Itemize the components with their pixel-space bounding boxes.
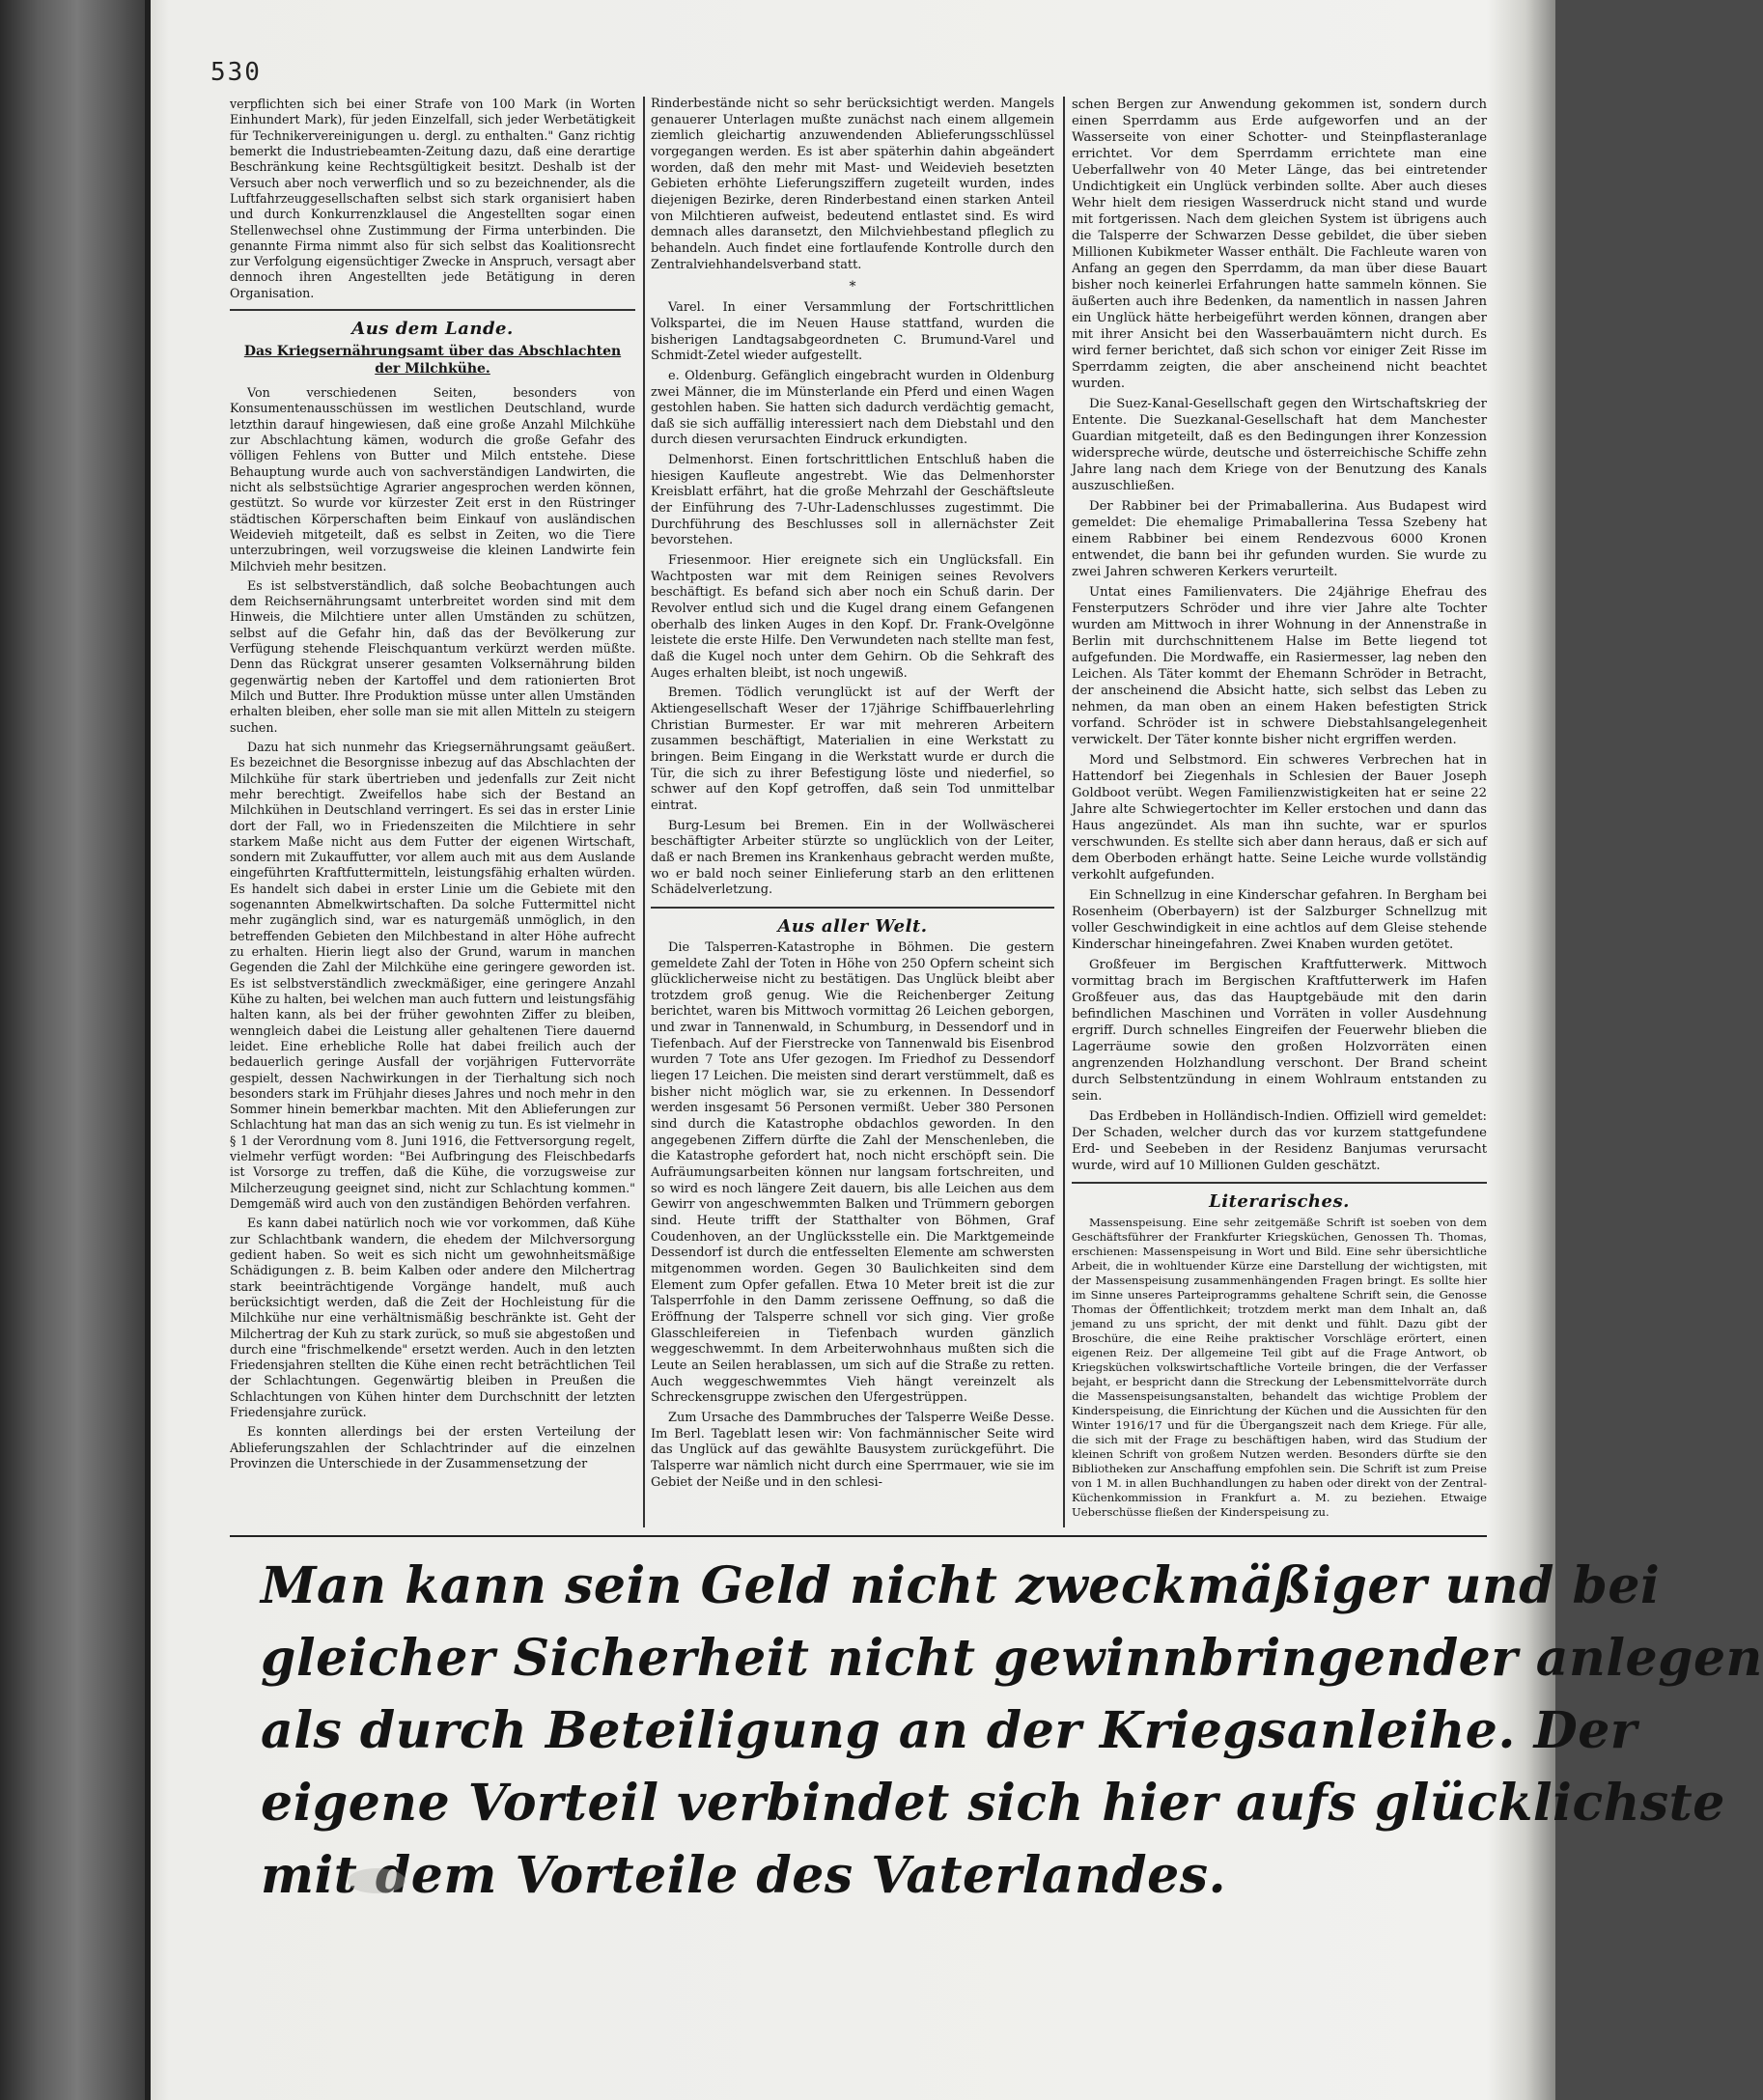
newspaper-columns [230,97,1487,1527]
column-left [230,97,635,1527]
world-news-item: Das Erdbeben in Holländisch-Indien. Offiziell wird gemeldet: Der Schaden, welcher durch das vor kurzem stattgefundene Erd- und Seebeben in der Residenz Banjumas verursacht wurde, wird auf 10 Millionen Gulden geschätzt. [1072,1109,1487,1173]
section-divider [230,309,635,311]
world-news-item: Großfeuer im Bergischen Kraftfutterwerk. Mittwoch vormittag brach im Bergischen Kraftfutterwerk im Hafen Großfeuer aus, das das Hauptgebäude mit den darin befindlichen Maschinen und Vorräten in voller Ausdehnung ergriff. Durch schnelles Eingreifen der Feuerwehr blieben die Lagerräume sowie den großen Holzvorräten einen angrenzenden Holzhandlung verschont. Der Brand scheint durch Selbstentzündung in einem Wohlraum entstanden zu sein. [1072,958,1487,1104]
column-rule [1063,97,1065,1527]
article-paragraph: Es konnten allerdings bei der ersten Verteilung der Ablieferungszahlen der Schlachtrinder auf die einzelnen Provinzen die Unterschiede in der Zusammensetzung der [230,1424,635,1470]
article-continuation: verpflichten sich bei einer Strafe von 100 Mark (in Worten Einhundert Mark), für jeden Einzelfall, sich jeder Werbetätigkeit für Technikervereinigungen u. dergl. zu enthalten." Ganz richtig bemerkt die Industriebeamten-Zeitung dazu, daß eine derartige Beschränkung keine Rechtsgültigkeit besitzt. Deshalb ist der Versuch aber noch verwerflich und so zu bezeichnender, als die Luftfahrzeuggesellschaften selbst sich stark organisiert haben und durch Konkurrenzklausel die Angestellten sogar einen Stellenwechsel ohne Zustimmung der Firma unterbinden. Die genannte Firma nimmt also für sich selbst das Koalitionsrecht zur Verfolgung eigensüchtiger Zwecke in Anspruch, versagt aber dennoch ihren Angestellten jede Betätigung in deren Organisation. [230,97,635,300]
column-rule [643,97,645,1527]
section-heading: Literarisches. [1209,1191,1350,1212]
article-headline: Das Kriegsernährungsamt über das Abschlachten der Milchkühe. [243,344,622,378]
section-heading: Aus dem Lande. [351,319,514,340]
appeal-line: mit dem Vorteile des Vaterlandes. [261,1846,1227,1905]
war-bond-appeal [261,1550,1763,1912]
section-divider [1072,1182,1487,1184]
local-news-item: e. Oldenburg. Gefänglich eingebracht wurden in Oldenburg zwei Männer, die im Münsterlande ein Pferd und einen Wagen gestohlen haben. Sie hatten sich dadurch verdächtig gemacht, daß sie sich auffällig interessiert nach dem Diebstahl und den durch diesen verursachten Eindruck erkundigten. [651,368,1054,448]
world-news-item: Die Talsperren-Katastrophe in Böhmen. Die gestern gemeldete Zahl der Toten in Höhe von 250 Opfern scheint sich glücklicherweise nicht zu bestätigen. Das Unglück bleibt aber trotzdem groß genug. Wie die Reichenberger Zeitung berichtet, waren bis Mittwoch vormittag 26 Leichen geborgen, und zwar in Tannenwald, in Schumburg, in Dessendorf und in Tiefenbach. Auf der Fierstrecke von Tannenwald bis Eisenbrod wurden 7 Tote ans Ufer gezogen. Im Friedhof zu Dessendorf liegen 17 Leichen. Die meisten sind derart verstümmelt, daß es bisher nicht möglich war, sie zu erkennen. In Dessendorf werden insgesamt 56 Personen vermißt. Ueber 380 Personen sind durch die Katastrophe obdachlos geworden. In den angegebenen Ziffern dürfte die Zahl der Menschenleben, die die Katastrophe gefordert hat, noch nicht erschöpft sein. Die Aufräumungsarbeiten können nur langsam fortschreiten, und so wird es noch längere Zeit dauern, bis alle Leichen aus dem Gewirr von angeschwemmten Balken und Trümmern geborgen sind. Heute trifft der Statthalter von Böhmen, Graf Coudenhoven, an der Unglücksstelle ein. Die Marktgemeinde Dessendorf ist durch die entfesselten Elemente am schwersten mitgenommen worden. Gegen 30 Baulichkeiten sind dem Element zum Opfer gefallen. Etwa 10 Meter breit ist die zur Talsperrfohle in den Damm zerissene Oeffnung, so daß die Eröffnung der Talsperre schnell vor sich ging. Vier große Glasschleifereien in Tiefenbach wurden gänzlich weggeschwemmt. In dem Arbeiterwohnhaus mußten sich die Leute an Seilen herablassen, um sich auf die Straße zu retten. Auch weggeschwemmtes Vieh hängt vereinzelt als Schreckensgruppe zwischen den Ufergestrüppen. [651,939,1054,1406]
paper-stain [348,1868,406,1893]
world-news-item: Zum Ursache des Dammbruches der Talsperre Weiße Desse. Im Berl. Tageblatt lesen wir: Von fachmännischer Seite wird das Unglück auf das gewählte Bausystem zurückgeführt. Die Talsperre war nämlich nicht durch eine Sperrmauer, wie sie im Gebiet der Neiße und in den schlesi- [651,1410,1054,1490]
appeal-divider [230,1535,1487,1537]
page-number: 530 [210,58,262,87]
section-heading: Aus aller Welt. [777,915,928,937]
world-news-item: Die Suez-Kanal-Gesellschaft gegen den Wirtschaftskrieg der Entente. Die Suezkanal-Gesellschaft hat dem Manchester Guardian mitgeteilt, daß es den Bedingungen ihrer Konzession widerspreche würde, deutsche und österreichische Schiffe zehn Jahre lang nach dem Kriege von der Benutzung des Kanals auszuschließen. [1072,397,1487,493]
world-news-item: Untat eines Familienvaters. Die 24jährige Ehefrau des Fensterputzers Schröder und ihre vier Jahre alte Tochter wurden am Mittwoch in ihrer Wohnung in der Annenstraße in Berlin mit durchschnittenem Halse im Bette liegend tot aufgefunden. Die Mordwaffe, ein Rasiermesser, lag neben den Leichen. Als Täter kommt der Ehemann Schröder in Betracht, der anscheinend die Absicht hatte, sich selbst das Leben zu nehmen, da man oben an einem Haken befestigten Strick vorfand. Schröder ist in schwere Diebstahlsangelegenheit verwickelt. Der Täter konnte bisher nicht ergriffen werden. [1072,585,1487,747]
separator-star: * [849,279,856,295]
article-paragraph: Von verschiedenen Seiten, besonders von Konsumentenausschüssen im westlichen Deutschland, wurde letzthin darauf hingewiesen, daß eine große Anzahl Milchkühe zur Abschlachtung kämen, wodurch die große Gefahr des völligen Fehlens von Butter und Milch entstehe. Diese Behauptung wurde auch von sachverständigen Landwirten, die nicht als selbstsüchtige Agrarier angesprochen werden können, gestützt. So wurde vor kürzester Zeit erst in den Rüstringer städtischen Körperschaften beim Einkauf von ausländischen Weidevieh mitgeteilt, daß es selbst in Zeiten, wo die Tiere unterzubringen, weil vorzugsweise die kleinen Landwirte fein Milchvieh mehr besitzen. [230,385,635,574]
world-news-item: Ein Schnellzug in eine Kinderschar gefahren. In Bergham bei Rosenheim (Oberbayern) ist der Salzburger Schnellzug mit voller Geschwindigkeit in eine achtlos auf dem Gleise stehende Kinderschar hineingefahren. Zwei Knaben wurden getötet. [1072,888,1487,952]
appeal-line: als durch Beteiligung an der Kriegsanleihe. Der [261,1701,1637,1760]
literary-review: Massenspeisung. Eine sehr zeitgemäße Schrift ist soeben von dem Geschäftsführer der Frankfurter Kriegsküchen, Genossen Th. Thomas, erschienen: Massenspeisung in Wort und Bild. Eine sehr übersichtliche Arbeit, die in wohltuender Kürze eine Darstellung der wichtigsten, mit der Massenspeisung zusammenhängenden Fragen bringt. Es sollte hier im Sinne unseres Parteiprogramms gehaltene Schrift sein, die Genosse Thomas der Öffentlichkeit; trotzdem merkt man dem Inhalt an, daß jemand zu uns spricht, der mit denkt und fühlt. Dazu gibt der Broschüre, die eine Reihe praktischer Vorschläge erörtert, einen eigenen Reiz. Der allgemeine Teil gibt auf die Frage Antwort, ob Kriegsküchen volkswirtschaftliche Vorteile bringen, die der Verfasser bejaht, er bespricht dann die Streckung der Lebensmittelvorräte durch die Massenspeisungsanstalten, behandelt das wichtige Problem der Kinderspeisung, die Einrichtung der Küchen und die Aussichten für den Winter 1916/17 und für die Übergangszeit nach dem Kriege. Für alle, die sich mit der Frage zu beschäftigen haben, wird das Studium der kleinen Schrift von großem Nutzen werden. Besonders dürfte sie den Bibliotheken zur Anschaffung empfohlen sein. Die Schrift ist zum Preise von 1 M. in allen Buchhandlungen zu haben oder direkt von der Zentral-Küchenkommission in Frankfurt a. M. zu beziehen. Etwaige Ueberschüsse fließen der Kinderspeisung zu. [1072,1216,1487,1519]
article-continuation: Rinderbestände nicht so sehr berücksichtigt werden. Mangels genauerer Unterlagen mußte zunächst nach einem allgemein ziemlich gleichartig anzuwendenden Ablieferungsschlüssel vorgegangen werden. Es ist aber späterhin dahin abgeändert worden, daß den mehr mit Mast- und Weidevieh besetzten Gebieten erhöhte Lieferungsziffern zugeteilt wurden, indes diejenigen Bezirke, deren Rinderbestand einen starken Anteil von Milchtieren aufweist, bedeutend entlastet sind. Es wird demnach alles daransetzt, den Milchviehbestand pfleglich zu behandeln. Auch findet eine fortlaufende Kontrolle durch den Zentralviehhandelsverband statt. [651,97,1054,272]
local-news-item: Friesenmoor. Hier ereignete sich ein Unglücksfall. Ein Wachtposten war mit dem Reinigen seines Revolvers beschäftigt. Es befand sich aber noch ein Schuß darin. Der Revolver entlud sich und die Kugel drang einem Gefangenen oberhalb des linken Auges in den Kopf. Dr. Frank-Ovelgönne leistete die erste Hilfe. Den Verwundeten nach stellte man fest, daß die Kugel noch unter dem Gehirn. Ob die Sehkraft des Auges erhalten bleibt, ist noch ungewiß. [651,553,1054,681]
appeal-line: Man kann sein Geld nicht zweckmäßiger und bei [261,1556,1661,1615]
local-news-item: Bremen. Tödlich verunglückt ist auf der Werft der Aktiengesellschaft Weser der 17jährige Schiffbauerlehrling Christian Burmester. Er war mit mehreren Arbeitern zusammen beschäftigt, Materialien in eine Werkstatt zu bringen. Beim Eingang in die Werkstatt wurde er durch die Tür, die sich zu ihrer Befestigung löste und niederfiel, so schwer auf den Kopf getroffen, daß sein Tod unmittelbar eintrat. [651,686,1054,813]
world-news-item: Der Rabbiner bei der Primaballerina. Aus Budapest wird gemeldet: Die ehemalige Primaballerina Tessa Szebeny hat einem Rabbiner bei einem Rendezvous 6000 Kronen entwendet, die bann bei ihr gefunden wurden. Sie wurde zu zwei Jahren schweren Kerkers verurteilt. [1072,499,1487,579]
article-continuation: schen Bergen zur Anwendung gekommen ist, sondern durch einen Sperrdamm aus Erde aufgeworfen und an der Wasserseite von einer Schotter- und Steinpflasteranlage errichtet. Vor dem Sperrdamm errichtete man eine Ueberfallwehr von 40 Meter Länge, das bei eintretender Undichtigkeit ein Unglück verbinden sollte. Aber auch dieses Wehr hielt dem riesigen Wasserdruck nicht stand und wurde mit fortgerissen. Nach dem gleichen System ist übrigens auch die Talsperre der Schwarzen Desse gebildet, die über sieben Millionen Kubikmeter Wasser enthält. Die Fachleute waren von Anfang an gegen den Sperrdamm, da man über diese Bauart bisher noch keinerlei Erfahrungen hatte sammeln können. Sie äußerten auch ihre Bedenken, da namentlich in nassen Jahren ein Unglück hätte herbeigeführt werden können, drangen aber mit ihrer Ansicht bei den Wasserbauämtern nicht durch. Es wird ferner berichtet, daß sich schon vor einiger Zeit Risse im Sperrdamm zeigten, die aber anscheinend nicht beachtet wurden. [1072,98,1487,391]
column-middle [651,97,1054,1527]
column-right [1072,97,1487,1527]
local-news-item: Varel. In einer Versammlung der Fortschrittlichen Volkspartei, die im Neuen Hause stattfand, wurden die bisherigen Landtagsabgeordneten C. Brumund-Varel und Schmidt-Zetel wieder aufgestellt. [651,300,1054,364]
article-paragraph: Dazu hat sich nunmehr das Kriegsernährungsamt geäußert. Es bezeichnet die Besorgnisse inbezug auf das Abschlachten der Milchkühe für stark übertrieben und jedenfalls zur Zeit nicht mehr berechtigt. Zweifellos habe sich der Bestand an Milchkühen in Deutschland verringert. Es sei das in erster Linie dort der Fall, wo in Friedenszeiten die Milchtiere in sehr starkem Maße nicht aus dem Futter der eigenen Wirtschaft, sondern mit Zukauffutter, vor allem auch mit aus dem Auslande eingeführten Kraftfuttermitteln, leistungsfähig erhalten würden. Es handelt sich dabei in erster Linie um die Gebiete mit den sogenannten Abmelkwirtschaften. Da solche Futtermittel nicht mehr zugänglich sind, war es naturgemäß unmöglich, in den betreffenden Gebieten den Milchbestand in alter Höhe aufrecht zu erhalten. Hierin liegt also der Grund, warum in manchen Gegenden die Zahl der Milchkühe eine geringere geworden ist. Es ist selbstverständlich zweckmäßiger, eine geringere Anzahl Kühe zu halten, bei welchen man auch futtern und leistungsfähig halten kann, als bei der früher gewohnten Ziffer zu bleiben, wenngleich dabei die Leistung aller gehaltenen Tiere dauernd leidet. Eine erhebliche Rolle hat dabei freilich auch der bedauerlich geringe Ausfall der vorjährigen Futtervorräte gespielt, dessen Nachwirkungen in der Tierhaltung sich noch besonders stark im Frühjahr dieses Jahres und noch mehr in den Sommer hinein bemerkbar machten. Mit den Ablieferungen zur Schlachtung hat man das an sich wenig zu tun. Es ist vielmehr in § 1 der Verordnung vom 8. Juni 1916, die Fettversorgung regelt, vielmehr verfügt worden: "Bei Aufbringung des Fleischbedarfs ist Vorsorge zu treffen, daß die Kühe, die vorzugsweise zur Milcherzeugung geeignet sind, nicht zur Schlachtung kommen." Demgemäß wird auch von den zuständigen Behörden verfahren. [230,739,635,1211]
section-divider [651,907,1054,909]
article-paragraph: Es ist selbstverständlich, daß solche Beobachtungen auch dem Reichsernährungsamt unterbreitet worden sind mit dem Hinweis, die Milchtiere unter allen Umständen zu schützen, selbst auf die Gefahr hin, daß das der Bevölkerung zur Verfügung stehende Fleischquantum verkürzt werden müßte. Denn das Rückgrat unserer gesamten Volksernährung bilden gegenwärtig neben der Kartoffel und dem rationierten Brot Milch und Butter. Ihre Produktion müsse unter allen Umständen erhalten bleiben, eher solle man sie mit allen Mitteln zu steigern suchen. [230,577,635,735]
appeal-line: eigene Vorteil verbindet sich hier aufs glücklichste [261,1774,1725,1833]
local-news-item: Burg-Lesum bei Bremen. Ein in der Wollwäscherei beschäftigter Arbeiter stürzte so unglücklich von der Leiter, daß er nach Bremen ins Krankenhaus gebracht werden mußte, wo er bald noch seiner Einlieferung starb an den erlittenen Schädelverletzung. [651,818,1054,898]
appeal-line: gleicher Sicherheit nicht gewinnbringender anlegen [261,1629,1763,1688]
local-news-item: Delmenhorst. Einen fortschrittlichen Entschluß haben die hiesigen Kaufleute angestrebt. Wie das Delmenhorster Kreisblatt erfährt, hat die große Mehrzahl der Geschäftsleute der Einführung des 7-Uhr-Ladenschlusses zugestimmt. Die Durchführung des Beschlusses soll in allernächster Zeit bevorstehen. [651,453,1054,548]
world-news-item: Mord und Selbstmord. Ein schweres Verbrechen hat in Hattendorf bei Ziegenhals in Schlesien der Bauer Joseph Goldboot verübt. Wegen Familienzwistigkeiten hat er seine 22 Jahre alte Schwiegertochter im Keller erstochen und dann das Haus angezündet. Als man ihn suchte, war er spurlos verschwunden. Es stellte sich aber dann heraus, daß er sich auf dem Oberboden erhängt hatte. Seine Leiche wurde vollständig verkohlt aufgefunden. [1072,753,1487,882]
book-binding-edge [145,0,151,2100]
article-paragraph: Es kann dabei natürlich noch wie vor vorkommen, daß Kühe zur Schlachtbank wandern, die ehedem der Milchversorgung gedient haben. So weit es sich nicht um gewohnheitsmäßige Schädigungen z. B. beim Kalben oder andere den Milchertrag stark beeinträchtigende Vorgänge handelt, muß auch berücksichtigt werden, daß die Zeit der Hochleistung für die Milchkühe nur eine verhältnismäßig beschränkte ist. Geht der Milchertrag der Kuh zu stark zurück, so muß sie abgestoßen und durch eine "frischmelkende" ersetzt werden. Auch in den letzten Friedensjahren stellten die Kühe einen recht beträchtlichen Teil der Schlachtungen. Gegenwärtig bleiben in Preußen die Schlachtungen von Kühen hinter dem Durchschnitt der letzten Friedensjahre zurück. [230,1216,635,1420]
